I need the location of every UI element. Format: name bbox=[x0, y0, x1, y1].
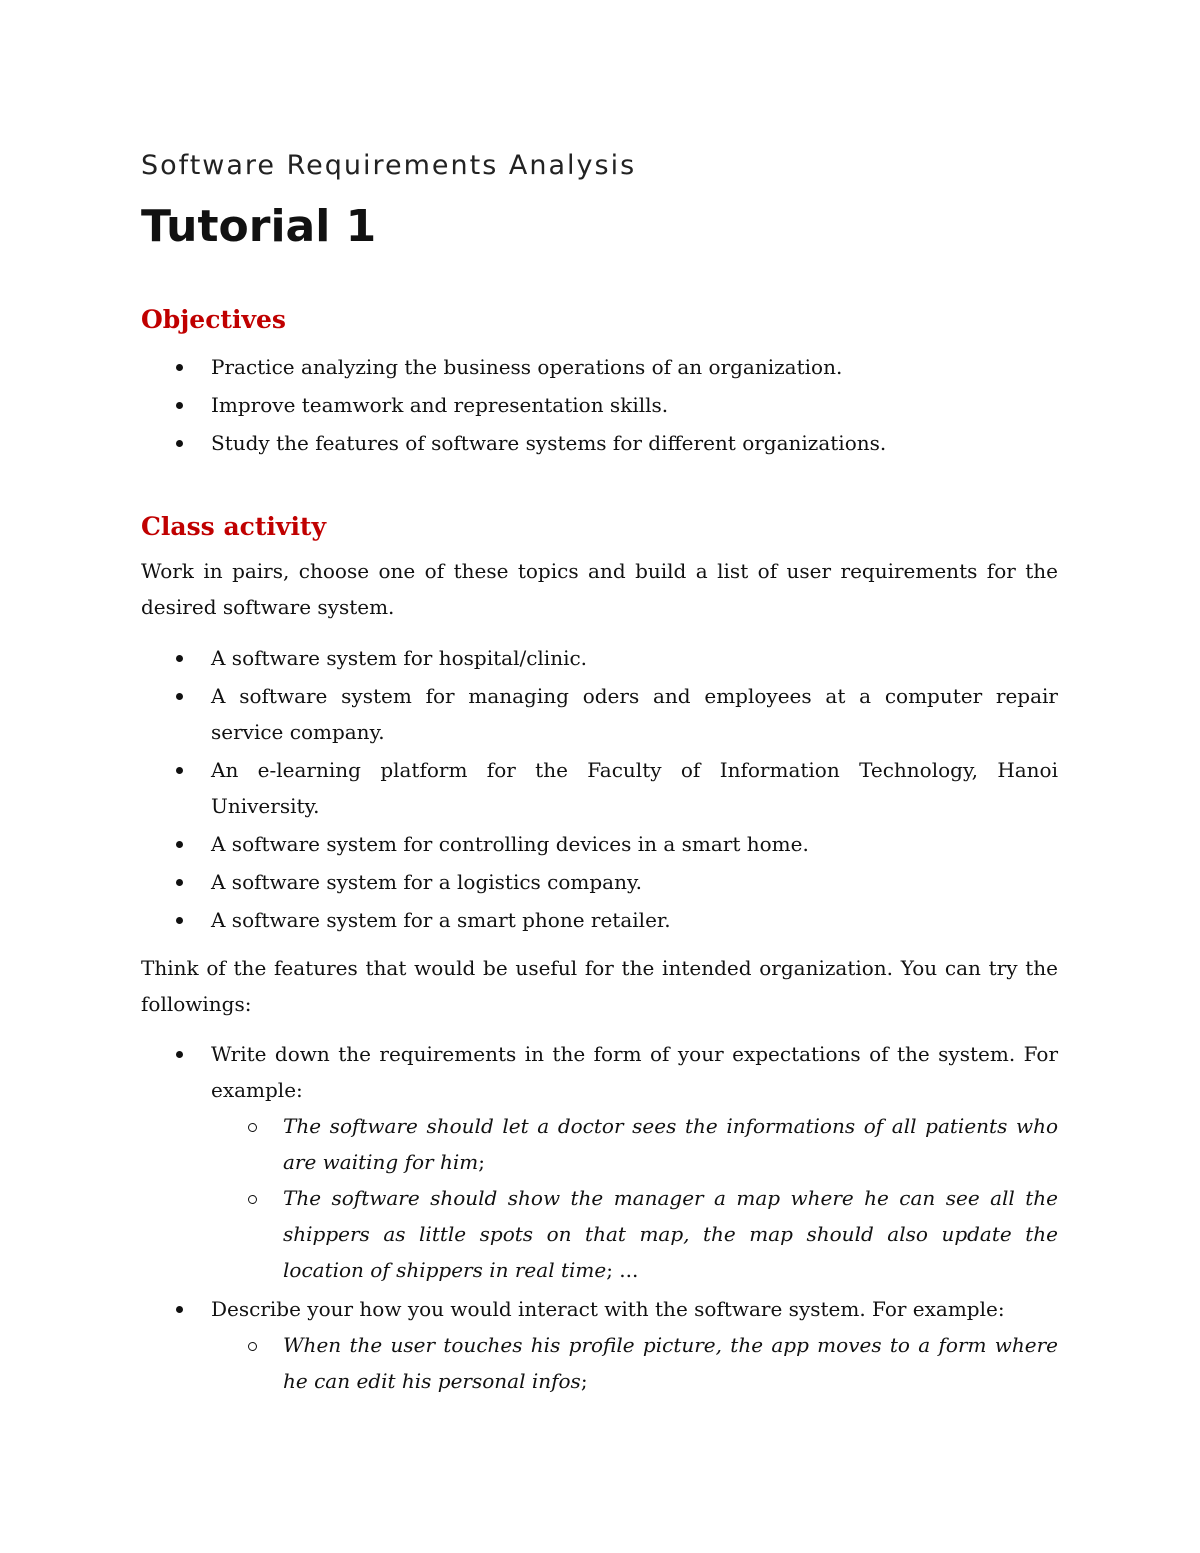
example-item: When the user touches his profile picture, the app moves to a form where bbox=[283, 1333, 1058, 1357]
example-item-continued bbox=[283, 1252, 638, 1288]
objective-item: Practice analyzing the business operations of an organization. bbox=[211, 355, 843, 379]
topic-item: A software system for hospital/clinic. bbox=[211, 646, 588, 670]
topic-item-continued: University. bbox=[211, 794, 320, 818]
example-item: The software should show the manager a map where he can see all the bbox=[283, 1186, 1058, 1210]
think-paragraph-line: Think of the features that would be useful for the intended organization. You can try the bbox=[141, 956, 1058, 980]
example-item: The software should let a doctor sees the informations of all patients who bbox=[283, 1114, 1058, 1138]
circle-bullet-icon bbox=[248, 1342, 257, 1351]
bullet-icon bbox=[176, 402, 183, 409]
topic-item: A software system for managing oders and employees at a computer repair bbox=[211, 684, 1058, 708]
example-text: are waiting for him bbox=[283, 1150, 479, 1174]
example-text: he can edit his personal infos bbox=[283, 1369, 581, 1393]
bullet-icon bbox=[176, 655, 183, 662]
task-item: Write down the requirements in the form of your expectations of the system. For bbox=[211, 1042, 1058, 1066]
bullet-icon bbox=[176, 693, 183, 700]
bullet-icon bbox=[176, 879, 183, 886]
document-title: Tutorial 1 bbox=[141, 201, 377, 252]
topic-item-continued: service company. bbox=[211, 720, 385, 744]
topic-item: An e-learning platform for the Faculty of Information Technology, Hanoi bbox=[211, 758, 1058, 782]
think-paragraph-line: followings: bbox=[141, 992, 252, 1016]
example-item-continued bbox=[283, 1363, 588, 1399]
bullet-icon bbox=[176, 917, 183, 924]
example-text: location of shippers in real time bbox=[283, 1258, 607, 1282]
document-subtitle: Software Requirements Analysis bbox=[141, 150, 637, 181]
example-suffix: ; bbox=[580, 1369, 588, 1393]
example-suffix: ; bbox=[478, 1150, 485, 1174]
bullet-icon bbox=[176, 440, 183, 447]
class-activity-heading: Class activity bbox=[141, 512, 327, 541]
intro-paragraph-line: Work in pairs, choose one of these topics and build a list of user requirements for the bbox=[141, 559, 1058, 583]
example-suffix: ; ... bbox=[606, 1258, 639, 1282]
circle-bullet-icon bbox=[248, 1123, 257, 1132]
topic-item: A software system for controlling devices in a smart home. bbox=[211, 832, 809, 856]
intro-paragraph-line: desired software system. bbox=[141, 595, 395, 619]
bullet-icon bbox=[176, 767, 183, 774]
bullet-icon bbox=[176, 364, 183, 371]
topic-item: A software system for a smart phone retailer. bbox=[211, 908, 671, 932]
objectives-heading: Objectives bbox=[141, 305, 286, 334]
topic-item: A software system for a logistics company. bbox=[211, 870, 642, 894]
example-item-continued: shippers as little spots on that map, the map should also update the bbox=[283, 1222, 1058, 1246]
bullet-icon bbox=[176, 1051, 183, 1058]
bullet-icon bbox=[176, 841, 183, 848]
circle-bullet-icon bbox=[248, 1195, 257, 1204]
task-item: Describe your how you would interact with the software system. For example: bbox=[211, 1297, 1005, 1321]
objective-item: Study the features of software systems for different organizations. bbox=[211, 431, 887, 455]
objective-item: Improve teamwork and representation skills. bbox=[211, 393, 669, 417]
example-item-continued bbox=[283, 1144, 485, 1180]
bullet-icon bbox=[176, 1306, 183, 1313]
task-item-continued: example: bbox=[211, 1078, 303, 1102]
